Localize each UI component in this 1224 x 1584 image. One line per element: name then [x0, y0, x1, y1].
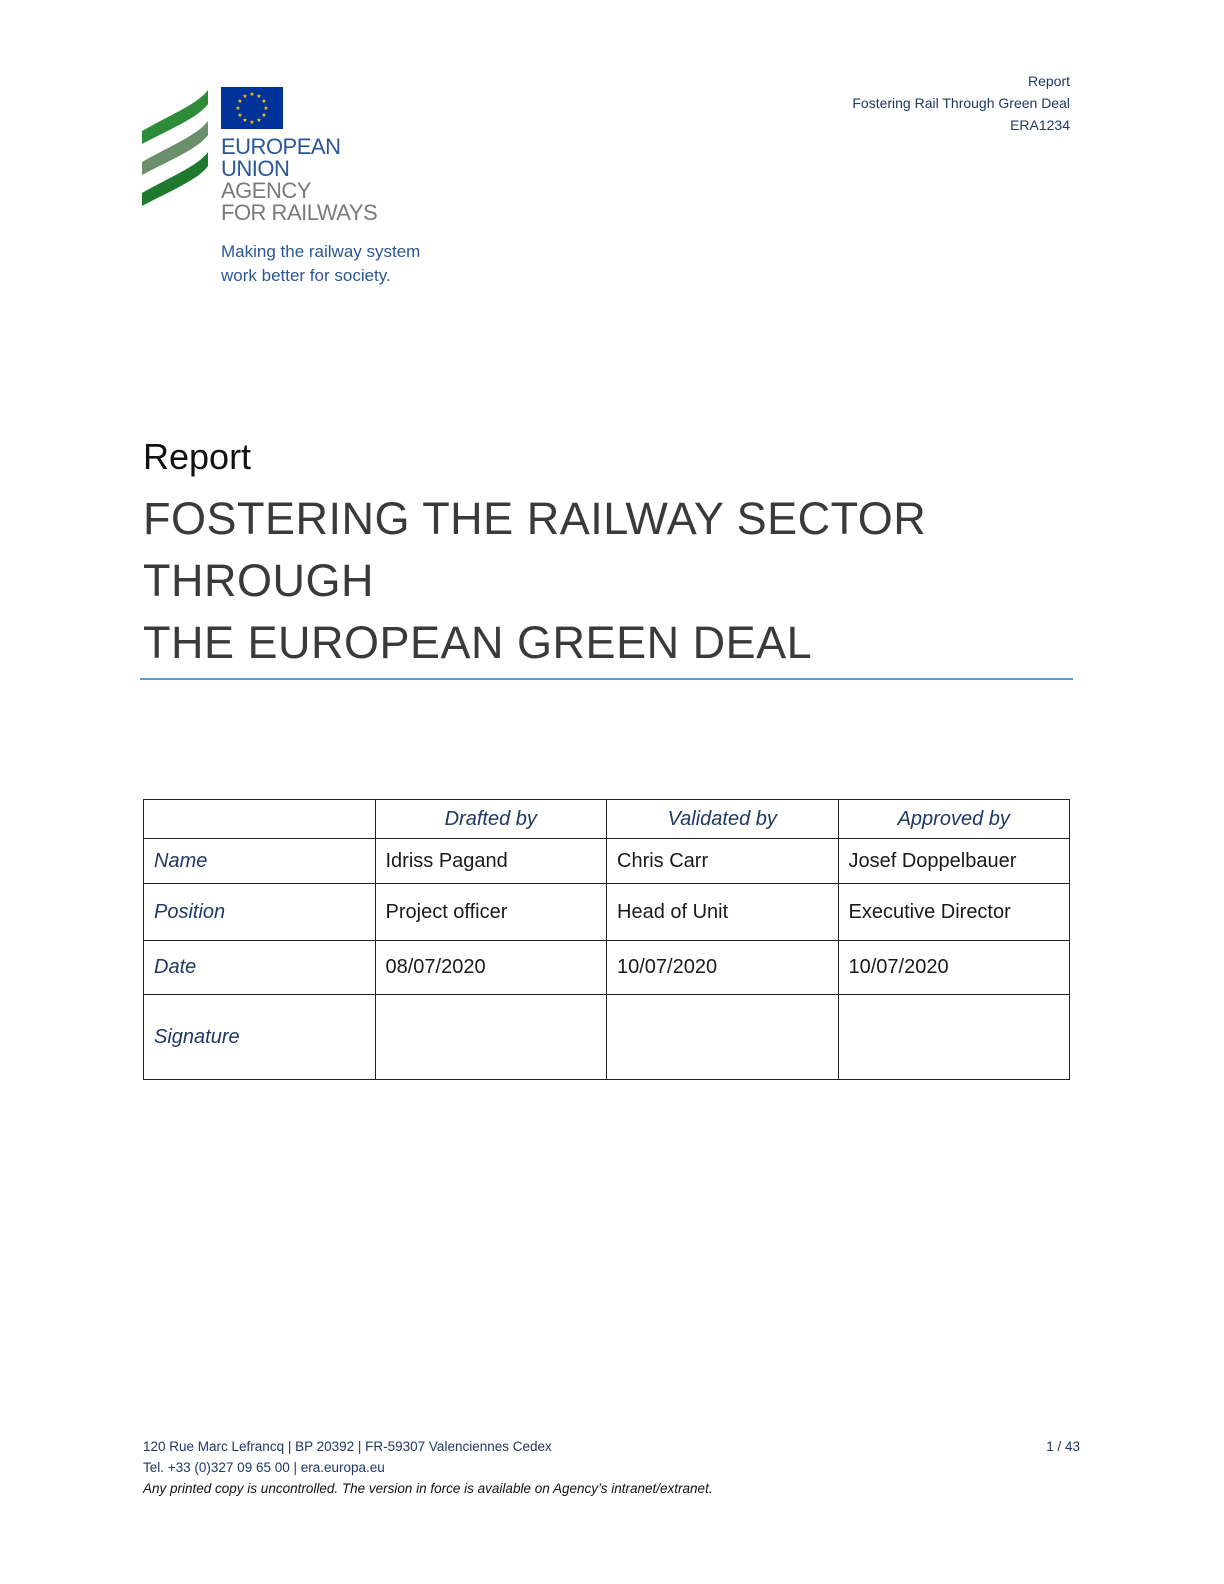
svg-text:★: ★: [261, 98, 267, 105]
svg-text:★: ★: [249, 119, 255, 126]
row-label: Signature: [144, 995, 376, 1080]
svg-text:★: ★: [237, 98, 243, 105]
table-cell: 10/07/2020: [838, 941, 1070, 995]
table-header-row: [144, 800, 1070, 839]
row-label: Position: [144, 884, 376, 941]
document-title: [143, 488, 926, 674]
table-cell: Executive Director: [838, 884, 1070, 941]
signature-cell: [838, 995, 1070, 1080]
page-number: 1 / 43: [1046, 1439, 1080, 1454]
svg-text:★: ★: [256, 117, 262, 124]
table-header-approved: Approved by: [838, 800, 1070, 839]
table-row: [144, 884, 1070, 941]
svg-text:★: ★: [256, 93, 262, 100]
title-line2: THROUGH: [143, 555, 374, 606]
agency-name: [221, 136, 377, 224]
table-row: [144, 995, 1070, 1080]
railway-stripes-icon: [138, 86, 214, 226]
row-label: Date: [144, 941, 376, 995]
svg-text:★: ★: [237, 112, 243, 119]
agency-name-line3: AGENCY: [221, 178, 311, 203]
table-cell: Chris Carr: [607, 839, 839, 884]
title-divider: [140, 678, 1073, 680]
tagline-line2: work better for society.: [221, 266, 391, 285]
era-logo: [138, 86, 458, 296]
footer-disclaimer: Any printed copy is uncontrolled. The version in force is available on Agency’s intranet/extranet.: [143, 1481, 713, 1496]
tagline-line1: Making the railway system: [221, 242, 421, 261]
svg-text:★: ★: [263, 105, 269, 112]
row-label: Name: [144, 839, 376, 884]
table-row: [144, 941, 1070, 995]
table-cell: 10/07/2020: [607, 941, 839, 995]
table-cell: Head of Unit: [607, 884, 839, 941]
page-footer: [143, 1436, 1080, 1499]
agency-name-line2: UNION: [221, 156, 290, 181]
table-header-drafted: Drafted by: [375, 800, 607, 839]
table-cell: Idriss Pagand: [375, 839, 607, 884]
agency-name-line1: EUROPEAN: [221, 134, 341, 159]
table-header-validated: Validated by: [607, 800, 839, 839]
table-cell: 08/07/2020: [375, 941, 607, 995]
table-cell: Josef Doppelbauer: [838, 839, 1070, 884]
svg-text:★: ★: [249, 91, 255, 98]
signature-cell: [607, 995, 839, 1080]
svg-text:★: ★: [261, 112, 267, 119]
agency-name-line4: FOR RAILWAYS: [221, 200, 378, 225]
svg-text:★: ★: [242, 93, 248, 100]
footer-contact: Tel. +33 (0)327 09 65 00 | era.europa.eu: [143, 1460, 385, 1475]
table-row: [144, 839, 1070, 884]
footer-address: 120 Rue Marc Lefrancq | BP 20392 | FR-59307 Valenciennes Cedex: [143, 1439, 552, 1454]
header-doc-name: Fostering Rail Through Green Deal: [852, 95, 1070, 111]
header-doc-ref: ERA1234: [1010, 117, 1070, 133]
tagline: [221, 240, 420, 288]
title-line1: FOSTERING THE RAILWAY SECTOR: [143, 493, 927, 544]
header-meta: [852, 70, 1070, 136]
table-header-cell: [144, 800, 376, 839]
header-doc-type: Report: [1027, 73, 1070, 89]
eu-flag-icon: [221, 87, 283, 129]
signature-cell: [375, 995, 607, 1080]
table-cell: Project officer: [375, 884, 607, 941]
svg-text:★: ★: [235, 105, 241, 112]
svg-text:★: ★: [242, 117, 248, 124]
title-line3: THE EUROPEAN GREEN DEAL: [143, 617, 813, 668]
signoff-table: [143, 799, 1070, 1080]
document-type: Report: [143, 436, 252, 477]
